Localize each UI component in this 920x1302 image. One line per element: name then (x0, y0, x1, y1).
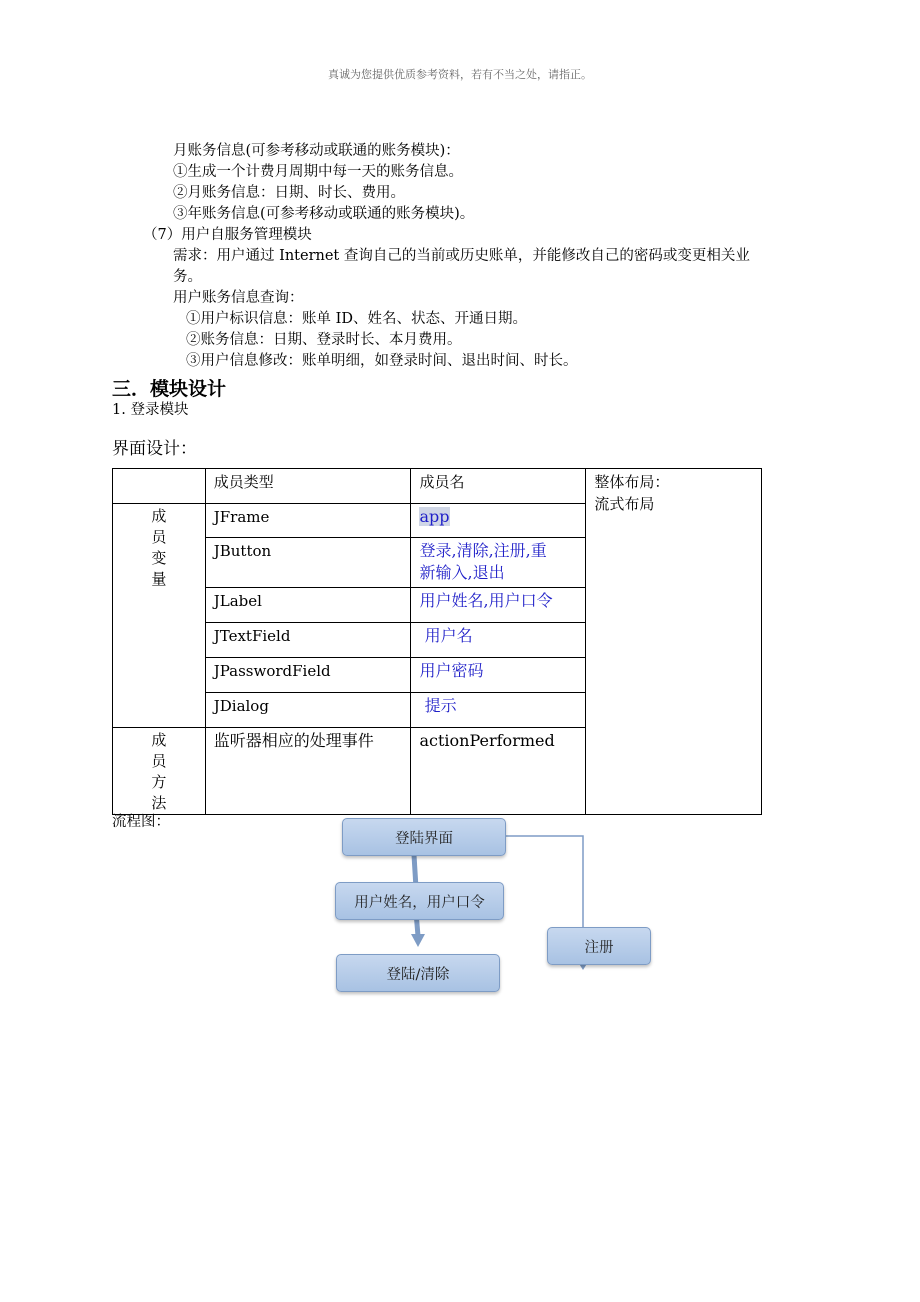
text-line: 月账务信息(可参考移动或联通的账务模块)： (173, 143, 460, 159)
layout-cell: 整体布局： 流式布局 (586, 469, 762, 815)
members-label: 成 员 变 量 (113, 504, 206, 728)
method-type-cell: 监听器相应的处理事件 (205, 728, 411, 815)
text-line: ①生成一个计费月周期中每一天的账务信息。 (173, 164, 463, 180)
flow-node-register: 注册 (547, 927, 651, 965)
method-name-cell: actionPerformed (411, 728, 586, 815)
flowchart-title: 流程图： (112, 814, 170, 830)
table-cell-name: app (411, 504, 586, 538)
subsection-title: 1. 登录模块 (112, 402, 189, 418)
table-cell-name: 用户名 (411, 623, 586, 658)
ui-design-title: 界面设计： (112, 439, 197, 459)
header-note: 真诚为您提供优质参考资料，若有不当之处，请指正。 (328, 68, 592, 81)
text-line: （7）用户自服务管理模块 (143, 227, 312, 243)
text-line: ③年账务信息(可参考移动或联通的账务模块)。 (173, 206, 475, 222)
table-cell-name: 提示 (411, 693, 586, 728)
arrowhead-2 (411, 934, 425, 947)
text-line: ②月账务信息：日期、时长、费用。 (173, 185, 405, 201)
table-cell-name: 登录,清除,注册,重 新输入,退出 (411, 538, 586, 588)
section-heading: 三．模块设计 (112, 378, 227, 400)
flow-node-user-input: 用户姓名，用户口令 (335, 882, 504, 920)
text-line: ③用户信息修改：账单明细，如登录时间、退出时间、时长。 (186, 353, 578, 369)
flow-node-login-ui: 登陆界面 (342, 818, 506, 856)
flow-node-login-clear: 登陆/清除 (336, 954, 500, 992)
table-cell-type: JDialog (205, 693, 411, 728)
table-cell-type: JTextField (205, 623, 411, 658)
table-cell-name: 用户姓名,用户口令 (411, 588, 586, 623)
text-line: ②账务信息：日期、登录时长、本月费用。 (186, 332, 462, 348)
header-member-type: 成员类型 (205, 469, 411, 504)
table-cell-type: JButton (205, 538, 411, 588)
methods-label: 成 员 方 法 (113, 728, 206, 815)
text-line: ①用户标识信息：账单 ID、姓名、状态、开通日期。 (186, 311, 527, 327)
table-cell-type: JPasswordField (205, 658, 411, 693)
table-cell-name: 用户密码 (411, 658, 586, 693)
header-member-name: 成员名 (411, 469, 586, 504)
text-line: 用户账务信息查询： (173, 290, 304, 306)
text-line: 需求：用户通过 Internet 查询自己的当前或历史账单，并能修改自己的密码或变更相关业 (173, 248, 750, 264)
table-cell-type: JLabel (205, 588, 411, 623)
text-line: 务。 (173, 269, 202, 285)
table-cell-type: JFrame (205, 504, 411, 538)
